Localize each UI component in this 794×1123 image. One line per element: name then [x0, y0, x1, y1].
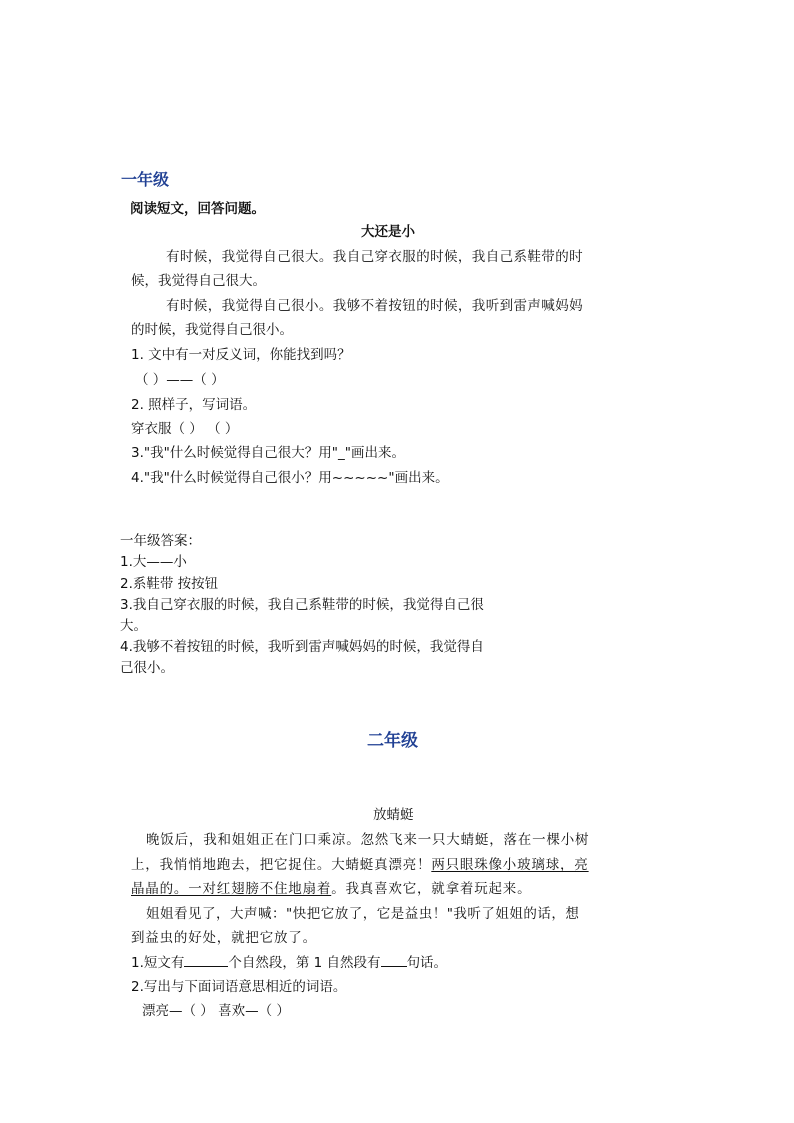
grade1-question-2: 2. 照样子，写词语。 — [131, 397, 257, 413]
grade1-question-1-blank: （ ）——（ ） — [135, 372, 225, 388]
grade2-question-2-blank: 漂亮—（ ） 喜欢—（ ） — [142, 1003, 290, 1019]
grade1-heading: 一年级 — [121, 170, 170, 189]
grade2-question-1-part-a: 1.短文有 — [131, 955, 185, 971]
grade2-question-1-blank-2[interactable] — [381, 954, 407, 967]
grade1-paragraph-1-line-1: 有时候，我觉得自己很大。我自己穿衣服的时候，我自己系鞋带的时 — [166, 249, 583, 265]
grade2-question-1-part-b: 个自然段，第 1 自然段有 — [228, 955, 381, 971]
grade1-answer-3-line-2: 大。 — [120, 618, 147, 634]
grade2-paragraph-1-line-2 — [131, 856, 589, 874]
grade1-answer-1: 1.大——小 — [120, 554, 187, 570]
grade1-answer-3-line-1: 3.我自己穿衣服的时候，我自己系鞋带的时候，我觉得自己很 — [120, 597, 484, 613]
grade2-paragraph-1-line-1: 晚饭后，我和姐姐正在门口乘凉。忽然飞来一只大蜻蜓，落在一棵小树 — [146, 832, 590, 848]
grade1-answer-4-line-1: 4.我够不着按钮的时候，我听到雷声喊妈妈的时候，我觉得自 — [120, 639, 484, 655]
grade1-answer-2: 2.系鞋带 按按钮 — [120, 576, 219, 592]
grade1-answers-label: 一年级答案： — [120, 533, 201, 549]
grade1-instruction: 阅读短文，回答问题。 — [130, 201, 265, 217]
grade2-question-1-blank-1[interactable] — [184, 954, 228, 967]
grade2-paragraph-2-line-2: 到益虫的好处，就把它放了。 — [131, 930, 317, 946]
grade2-passage-title: 放蜻蜓 — [373, 807, 414, 823]
grade1-paragraph-2-line-2: 的时候，我觉得自己很小。 — [131, 322, 293, 338]
grade2-underlined-sentence-part-1: 两只眼珠像小玻璃球，亮 — [431, 857, 589, 873]
grade1-question-3: 3."我"什么时候觉得自己很大？用"_"画出来。 — [131, 445, 405, 461]
grade2-question-1 — [131, 954, 447, 972]
grade2-underlined-sentence-part-2: 晶晶的。一对红翅膀不住地扇着 — [131, 881, 332, 897]
grade1-question-2-blank: 穿衣服（ ） （ ） — [131, 421, 239, 437]
grade2-paragraph-1-line-3 — [131, 880, 531, 898]
grade2-question-1-part-c: 句话。 — [406, 955, 448, 971]
grade1-answer-4-line-2: 己很小。 — [120, 660, 174, 676]
grade1-paragraph-2-line-1: 有时候，我觉得自己很小。我够不着按钮的时候，我听到雷声喊妈妈 — [166, 298, 583, 314]
grade2-paragraph-1-line-3-text: 。我真喜欢它，就拿着玩起来。 — [331, 881, 532, 897]
grade2-question-2: 2.写出与下面词语意思相近的词语。 — [131, 979, 347, 995]
grade1-question-1: 1. 文中有一对反义词，你能找到吗？ — [131, 347, 351, 363]
grade1-paragraph-1-line-2: 候，我觉得自己很大。 — [131, 273, 266, 289]
grade1-question-4: 4."我"什么时候觉得自己很小？用~~~~~"画出来。 — [131, 470, 449, 486]
grade1-passage-title: 大还是小 — [361, 224, 415, 240]
grade2-paragraph-1-line-2-text: 上，我悄悄地跑去，把它捉住。大蜻蜓真漂亮！ — [131, 857, 432, 873]
grade2-heading: 二年级 — [367, 731, 418, 751]
grade2-paragraph-2-line-1: 姐姐看见了，大声喊："快把它放了，它是益虫！"我听了姐姐的话，想 — [146, 906, 580, 922]
